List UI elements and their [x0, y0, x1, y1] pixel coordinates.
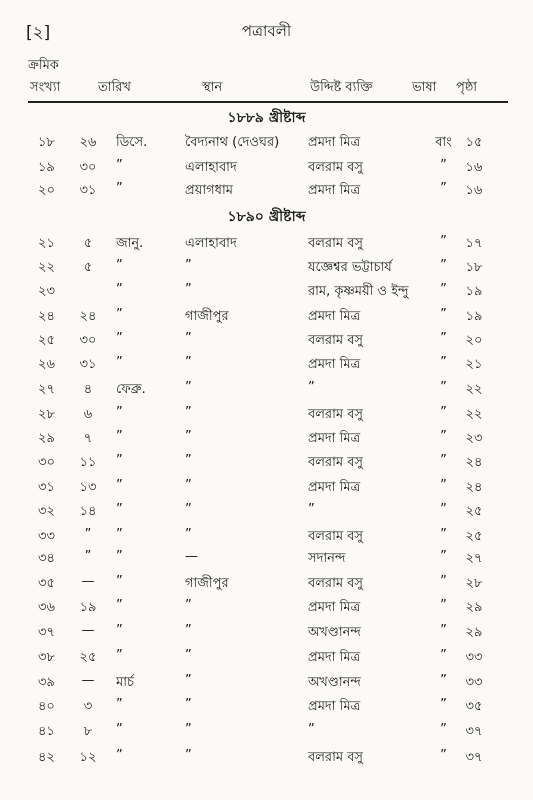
serial-cell: ২৭: [38, 382, 55, 397]
language-cell: ”: [440, 673, 447, 688]
serial-cell: ২৬: [38, 357, 55, 372]
language-cell: ”: [440, 181, 447, 196]
day-cell: ৫: [83, 236, 93, 251]
month-cell: ”: [116, 405, 123, 420]
day-cell: ১৪: [79, 504, 97, 519]
day-cell: ২৫: [79, 650, 97, 665]
place-cell: ”: [185, 258, 192, 273]
month-cell: ”: [116, 748, 123, 763]
day-cell: ৩১: [79, 183, 97, 198]
addressee-cell: প্রমদা মিত্র: [308, 600, 361, 615]
table-row: [0, 623, 533, 645]
place-cell: —: [185, 549, 198, 564]
place-cell: গাজীপুর: [185, 309, 229, 324]
addressee-cell: অখণ্ডানন্দ: [308, 675, 361, 690]
page-number: [২]: [26, 23, 51, 43]
day-cell: ৭: [83, 431, 93, 446]
table-row: [0, 478, 533, 500]
language-cell: বাং: [435, 135, 452, 150]
month-cell: জানু.: [116, 236, 144, 251]
month-cell: ফেব্রু.: [116, 382, 146, 397]
page-cell: ২৩: [465, 431, 483, 446]
serial-cell: ৩৫: [38, 576, 55, 591]
day-cell: ১১: [79, 455, 97, 470]
serial-cell: ৩৬: [38, 600, 55, 615]
serial-cell: ৪২: [38, 750, 55, 765]
month-cell: ”: [116, 648, 123, 663]
table-row: [0, 453, 533, 475]
addressee-cell: ”: [308, 502, 315, 517]
language-cell: ”: [440, 307, 447, 322]
addressee-cell: প্রমদা মিত্র: [308, 431, 361, 446]
language-cell: ”: [440, 502, 447, 517]
serial-cell: ২৮: [38, 407, 55, 422]
day-cell: —: [81, 574, 95, 589]
table-row: [0, 598, 533, 620]
page-cell: ১৫: [465, 135, 483, 150]
table-row: [0, 405, 533, 427]
year-heading-1889: ১৮৮৯ খ্রীষ্টাব্দ: [227, 110, 306, 126]
table-row: [0, 648, 533, 670]
page-cell: ২০: [465, 333, 483, 348]
page-cell: ৩৫: [465, 699, 483, 714]
day-cell: ১৯: [79, 600, 97, 615]
addressee-cell: প্রমদা মিত্র: [308, 480, 361, 495]
day-cell: ৪: [83, 382, 93, 397]
place-cell: ”: [185, 380, 192, 395]
place-cell: ”: [185, 502, 192, 517]
col-serial-label-1: ক্রমিক: [28, 58, 59, 73]
place-cell: এলাহাবাদ: [185, 236, 237, 251]
addressee-cell: প্রমদা মিত্র: [308, 135, 361, 150]
page-cell: ১৯: [465, 284, 483, 299]
header-rule: [28, 101, 508, 103]
month-cell: ”: [116, 282, 123, 297]
day-cell: ৩১: [79, 357, 97, 372]
page-cell: ৩৩: [465, 650, 483, 665]
place-cell: বৈদ্যনাথ (দেওঘর): [185, 135, 280, 150]
place-cell: ”: [185, 429, 192, 444]
serial-cell: ১৯: [38, 160, 55, 175]
table-row: [0, 307, 533, 329]
month-cell: ”: [116, 574, 123, 589]
month-cell: ”: [116, 697, 123, 712]
place-cell: গাজীপুর: [185, 576, 229, 591]
serial-cell: ২৩: [38, 284, 55, 299]
table-row: [0, 380, 533, 402]
serial-cell: ৪০: [38, 699, 55, 714]
table-row: [0, 181, 533, 203]
place-cell: প্রয়াগধাম: [185, 183, 233, 198]
table-row: [0, 748, 533, 770]
place-cell: ”: [185, 282, 192, 297]
language-cell: ”: [440, 158, 447, 173]
month-cell: ”: [116, 307, 123, 322]
page-cell: ১৯: [465, 309, 483, 324]
table-row: [0, 133, 533, 155]
table-row: [0, 282, 533, 304]
language-cell: ”: [440, 453, 447, 468]
table-row: [0, 549, 533, 571]
language-cell: ”: [440, 331, 447, 346]
month-cell: ”: [116, 331, 123, 346]
serial-cell: ২০: [38, 183, 55, 198]
language-cell: ”: [440, 478, 447, 493]
page-cell: ২৪: [465, 455, 483, 470]
page-cell: ২৯: [465, 625, 483, 640]
addressee-cell: যজ্ঞেশ্বর ভট্টাচার্য: [308, 260, 392, 275]
month-cell: ”: [116, 355, 123, 370]
month-cell: ”: [116, 181, 123, 196]
place-cell: ”: [185, 355, 192, 370]
table-row: [0, 527, 533, 549]
table-row: [0, 429, 533, 451]
addressee-cell: প্রমদা মিত্র: [308, 650, 361, 665]
month-cell: ”: [116, 527, 123, 542]
table-row: [0, 355, 533, 377]
place-cell: ”: [185, 331, 192, 346]
page-cell: ১৬: [465, 183, 483, 198]
page-cell: ২৭: [465, 551, 483, 566]
place-cell: ”: [185, 748, 192, 763]
language-cell: ”: [440, 697, 447, 712]
addressee-cell: বলরাম বসু: [308, 529, 364, 544]
place-cell: ”: [185, 478, 192, 493]
table-row: [0, 722, 533, 744]
page-cell: ৩৭: [465, 724, 483, 739]
table-row: [0, 234, 533, 256]
month-cell: ”: [116, 429, 123, 444]
place-cell: ”: [185, 673, 192, 688]
serial-cell: ৩৩: [38, 529, 55, 544]
language-cell: ”: [440, 234, 447, 249]
running-title: পত্রাবলী: [241, 22, 292, 40]
language-cell: ”: [440, 527, 447, 542]
table-row: [0, 673, 533, 695]
language-cell: ”: [440, 574, 447, 589]
month-cell: ”: [116, 158, 123, 173]
month-cell: ”: [116, 598, 123, 613]
language-cell: ”: [440, 598, 447, 613]
place-cell: ”: [185, 453, 192, 468]
table-row: [0, 331, 533, 353]
day-cell: ”: [84, 549, 92, 564]
addressee-cell: বলরাম বসু: [308, 236, 364, 251]
page-cell: ২৪: [465, 480, 483, 495]
place-cell: এলাহাবাদ: [185, 160, 237, 175]
addressee-cell: সদানন্দ: [308, 551, 346, 566]
language-cell: ”: [440, 623, 447, 638]
addressee-cell: বলরাম বসু: [308, 407, 364, 422]
col-serial-label-2: সংখ্যা: [30, 80, 61, 95]
language-cell: ”: [440, 648, 447, 663]
day-cell: ১২: [79, 750, 97, 765]
addressee-cell: অখণ্ডানন্দ: [308, 625, 361, 640]
page-cell: ২৫: [465, 504, 483, 519]
addressee-cell: ”: [308, 380, 315, 395]
col-addressee-label: উদ্দিষ্ট ব্যক্তি: [310, 80, 373, 95]
language-cell: ”: [440, 258, 447, 273]
place-cell: ”: [185, 623, 192, 638]
day-cell: ৫: [83, 260, 93, 275]
col-language-label: ভাষা: [412, 80, 437, 95]
serial-cell: ৩৯: [38, 675, 55, 690]
page-cell: ১৬: [465, 160, 483, 175]
place-cell: ”: [185, 527, 192, 542]
day-cell: —: [81, 623, 95, 638]
addressee-cell: ”: [308, 722, 315, 737]
day-cell: ৮: [83, 724, 93, 739]
serial-cell: ৩১: [38, 480, 55, 495]
addressee-cell: বলরাম বসু: [308, 750, 364, 765]
month-cell: ”: [116, 258, 123, 273]
page-cell: ৩৭: [465, 750, 483, 765]
month-cell: মার্চ: [116, 675, 135, 690]
place-cell: ”: [185, 697, 192, 712]
month-cell: ”: [116, 478, 123, 493]
year-heading-1890: ১৮৯০ খ্রীষ্টাব্দ: [227, 209, 306, 225]
addressee-cell: বলরাম বসু: [308, 455, 364, 470]
serial-cell: ৩২: [38, 504, 55, 519]
place-cell: ”: [185, 648, 192, 663]
page-cell: ২২: [465, 407, 483, 422]
serial-cell: ২২: [38, 260, 55, 275]
page-cell: ৩৩: [465, 675, 483, 690]
month-cell: ”: [116, 623, 123, 638]
place-cell: ”: [185, 722, 192, 737]
addressee-cell: প্রমদা মিত্র: [308, 309, 361, 324]
addressee-cell: প্রমদা মিত্র: [308, 699, 361, 714]
page-cell: ২১: [465, 357, 483, 372]
serial-cell: ৩৪: [38, 551, 55, 566]
page-cell: ২২: [465, 382, 483, 397]
table-row: [0, 697, 533, 719]
place-cell: ”: [185, 598, 192, 613]
month-cell: ডিসে.: [116, 135, 148, 150]
serial-cell: ১৮: [38, 135, 55, 150]
page-cell: ১৮: [465, 260, 483, 275]
table-row: [0, 574, 533, 596]
addressee-cell: রাম, কৃষ্ণময়ী ও ইন্দু: [308, 284, 409, 299]
month-cell: ”: [116, 502, 123, 517]
place-cell: ”: [185, 405, 192, 420]
language-cell: ”: [440, 282, 447, 297]
addressee-cell: প্রমদা মিত্র: [308, 183, 361, 198]
language-cell: ”: [440, 722, 447, 737]
day-cell: ২৬: [79, 135, 97, 150]
day-cell: ৩: [83, 699, 93, 714]
table-row: [0, 158, 533, 180]
month-cell: ”: [116, 549, 123, 564]
page-cell: ২৯: [465, 600, 483, 615]
serial-cell: ৩৮: [38, 650, 55, 665]
addressee-cell: বলরাম বসু: [308, 160, 364, 175]
page-cell: ১৭: [465, 236, 483, 251]
language-cell: ”: [440, 429, 447, 444]
day-cell: ১৩: [79, 480, 97, 495]
serial-cell: ২১: [38, 236, 55, 251]
serial-cell: ৪১: [38, 724, 55, 739]
addressee-cell: বলরাম বসু: [308, 576, 364, 591]
col-place-label: স্থান: [202, 80, 223, 95]
day-cell: ৩০: [79, 160, 97, 175]
day-cell: ২৪: [79, 309, 97, 324]
language-cell: ”: [440, 405, 447, 420]
language-cell: ”: [440, 355, 447, 370]
addressee-cell: প্রমদা মিত্র: [308, 357, 361, 372]
table-row: [0, 258, 533, 280]
day-cell: ৬: [83, 407, 93, 422]
serial-cell: ২৯: [38, 431, 55, 446]
serial-cell: ২৫: [38, 333, 55, 348]
col-date-label: তারিখ: [98, 80, 131, 95]
serial-cell: ২৪: [38, 309, 55, 324]
serial-cell: ৩৭: [38, 625, 55, 640]
col-page-label: পৃষ্ঠা: [456, 80, 478, 95]
page-cell: ২৫: [465, 529, 483, 544]
language-cell: ”: [440, 549, 447, 564]
language-cell: ”: [440, 748, 447, 763]
addressee-cell: বলরাম বসু: [308, 333, 364, 348]
day-cell: ”: [84, 527, 92, 542]
serial-cell: ৩০: [38, 455, 55, 470]
month-cell: ”: [116, 722, 123, 737]
table-row: [0, 502, 533, 524]
page-cell: ২৮: [465, 576, 483, 591]
day-cell: —: [81, 673, 95, 688]
day-cell: ৩০: [79, 333, 97, 348]
language-cell: ”: [440, 380, 447, 395]
month-cell: ”: [116, 453, 123, 468]
